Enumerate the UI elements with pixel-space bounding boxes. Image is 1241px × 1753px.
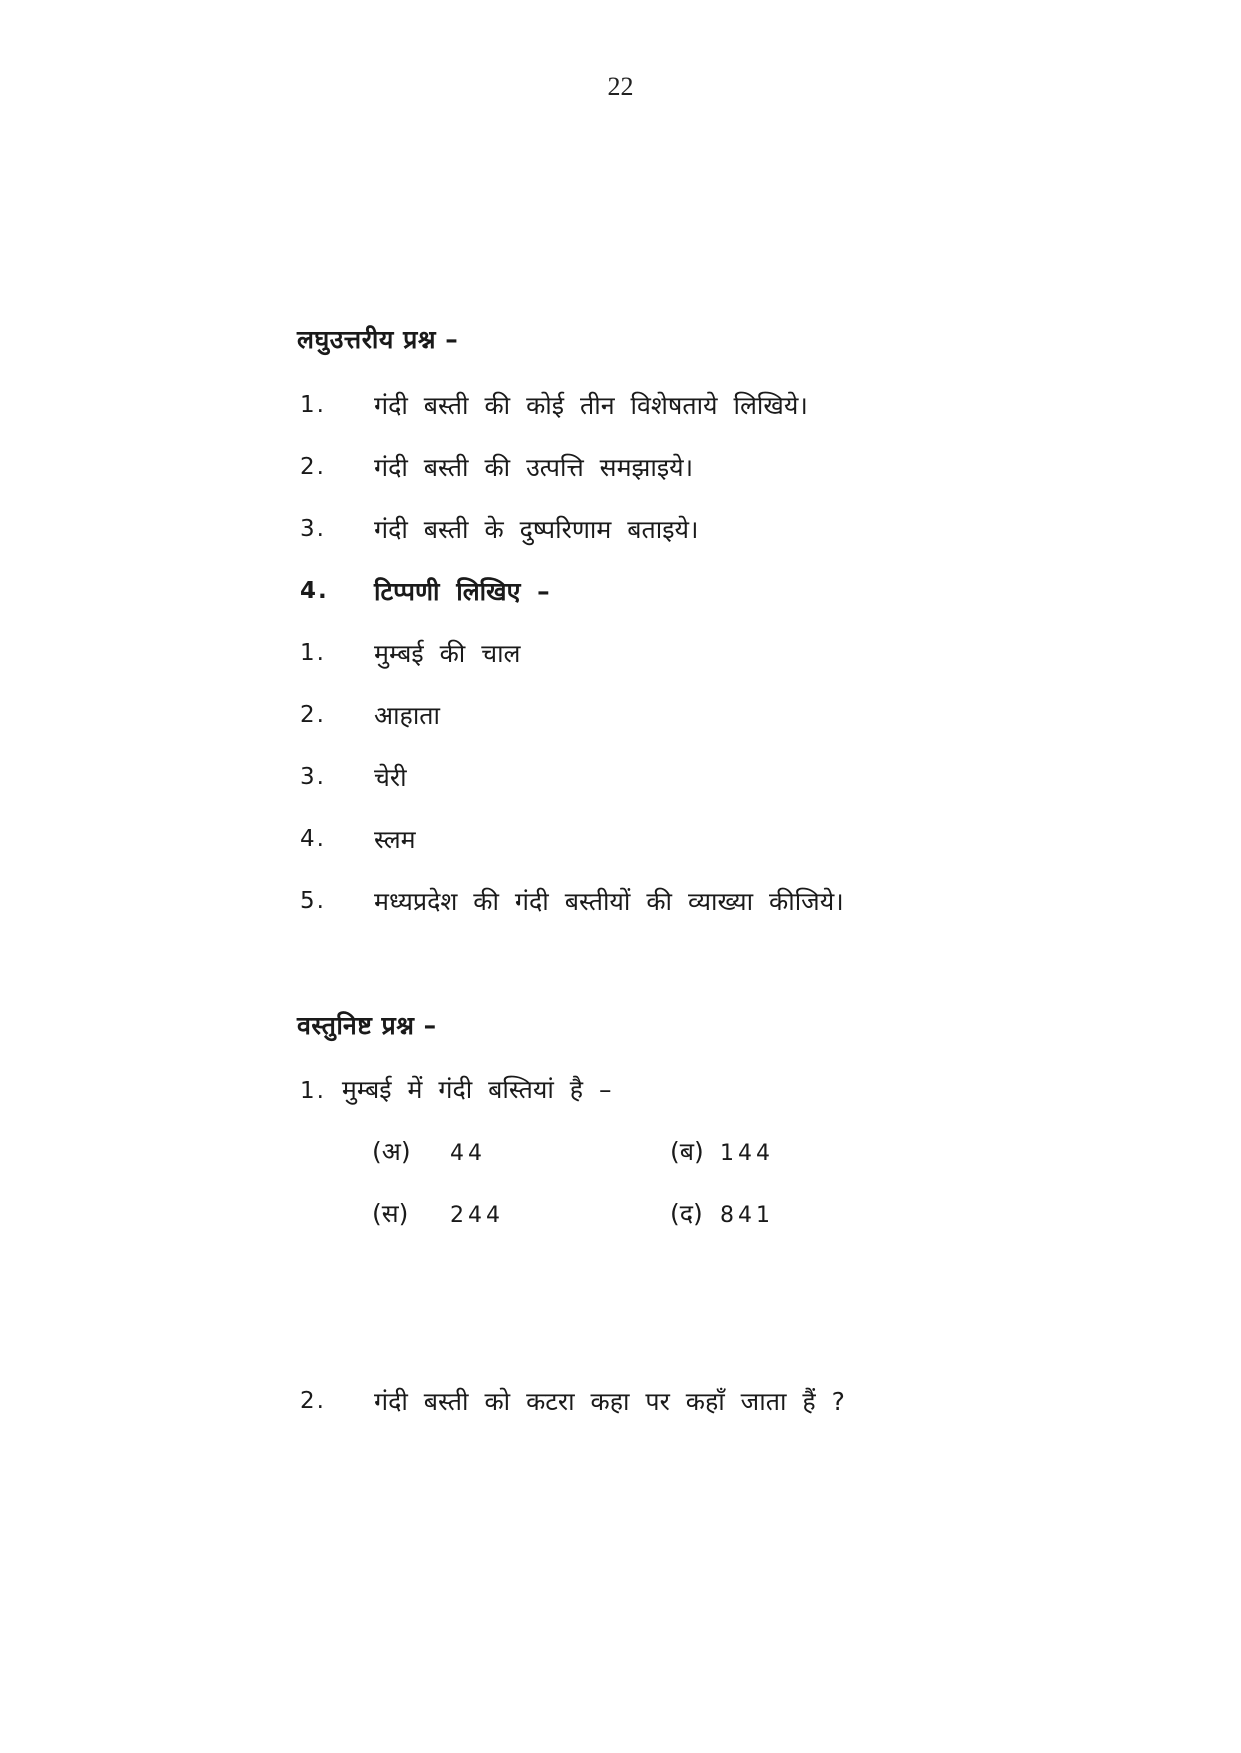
item-number: 5.: [300, 888, 326, 914]
item-number: 3.: [300, 764, 326, 790]
question-1: [300, 1072, 612, 1106]
page-number: 22: [607, 72, 634, 101]
question-text: मुम्बई में गंदी बस्तियां है –: [341, 1075, 612, 1104]
option-c: [372, 1196, 504, 1230]
item-text: स्लम: [374, 825, 416, 854]
item-text: मध्यप्रदेश की गंदी बस्तीयों की व्याख्या कीजिये।: [374, 887, 844, 916]
item-number: 1.: [300, 392, 326, 418]
notes-heading: टिप्पणी लिखिए –: [374, 577, 550, 606]
option-label: (स): [372, 1199, 409, 1228]
item-text: गंदी बस्ती के दुष्परिणाम बताइये।: [374, 515, 699, 544]
notes-number: 4.: [300, 578, 329, 604]
option-value: 244: [450, 1203, 504, 1228]
option-value: 44: [450, 1141, 486, 1166]
question-text: गंदी बस्ती को कटरा कहा पर कहाँ जाता हैं ?: [374, 1387, 845, 1416]
option-value: 841: [720, 1203, 774, 1228]
option-a: [372, 1134, 486, 1168]
question-number: 1.: [300, 1078, 326, 1104]
item-text: मुम्बई की चाल: [374, 639, 521, 668]
item-text: गंदी बस्ती की उत्पत्ति समझाइये।: [374, 453, 694, 482]
item-number: 3.: [300, 516, 326, 542]
item-number: 4.: [300, 826, 326, 852]
option-d: [670, 1196, 774, 1230]
option-label: (अ): [372, 1137, 411, 1166]
option-label: (द): [670, 1199, 703, 1228]
short-questions-heading: लघुउत्तरीय प्रश्न –: [297, 325, 459, 354]
item-number: 2.: [300, 454, 326, 480]
item-number: 1.: [300, 640, 326, 666]
option-value: 144: [720, 1141, 774, 1166]
objective-questions-heading: वस्तुनिष्ट प्रश्न –: [297, 1011, 437, 1040]
item-number: 2.: [300, 702, 326, 728]
question-number: 2.: [300, 1388, 326, 1414]
option-label: (ब): [670, 1137, 704, 1166]
item-text: गंदी बस्ती की कोई तीन विशेषताये लिखिये।: [374, 391, 808, 420]
option-b: [670, 1134, 774, 1168]
item-text: चेरी: [374, 763, 407, 792]
item-text: आहाता: [374, 701, 441, 730]
